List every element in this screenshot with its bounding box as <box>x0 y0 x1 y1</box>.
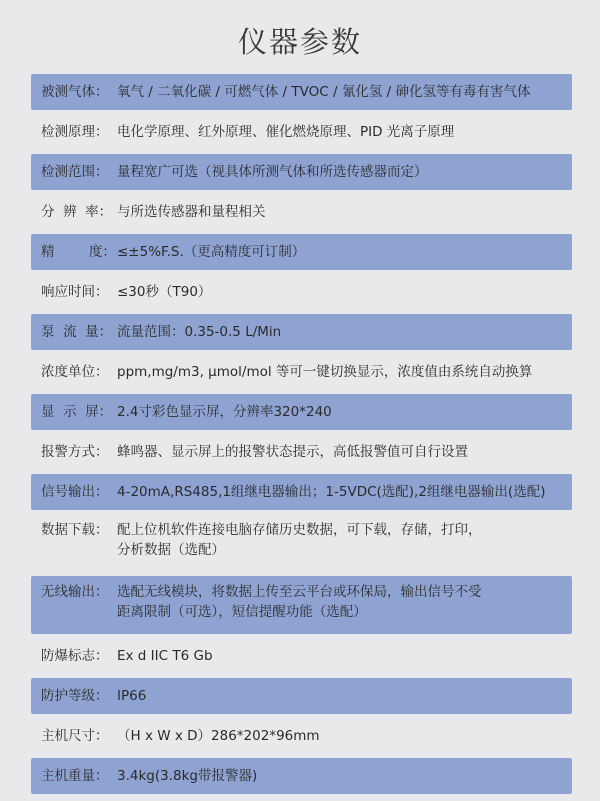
param-value: Ex d IIC T6 Gb <box>117 648 213 664</box>
param-row-response-time <box>31 274 572 310</box>
param-row-protection-level <box>31 678 572 714</box>
param-row-explosion-proof <box>31 638 572 674</box>
param-row-pump-flow <box>31 314 572 350</box>
param-value: 氧气 / 二氧化碳 / 可燃气体 / TVOC / 氰化氢 / 砷化氢等有毒有害气体 <box>117 84 531 100</box>
param-row-units <box>31 354 572 390</box>
param-value: 配上位机软件连接电脑存储历史数据，可下载，存储，打印， 分析数据（选配） <box>117 522 482 558</box>
param-row-display <box>31 394 572 430</box>
param-value: 选配无线模块，将数据上传至云平台或环保局，输出信号不受 距离限制（可选），短信提醒功能（选配） <box>117 584 482 620</box>
param-row-data-download <box>31 514 572 572</box>
param-label: 数据下载： <box>41 522 109 538</box>
param-row-signal-output <box>31 474 572 510</box>
param-label: 浓度单位： <box>41 364 109 380</box>
param-row-dimensions <box>31 718 572 754</box>
param-row-accuracy <box>31 234 572 270</box>
param-row-resolution <box>31 194 572 230</box>
param-value: ≤±5%F.S.（更高精度可订制） <box>117 244 306 260</box>
param-row-alarm <box>31 434 572 470</box>
param-label: 无线输出： <box>41 584 109 600</box>
param-row-target-gas <box>31 74 572 110</box>
param-label: 精 度： <box>41 244 116 260</box>
param-label: 被测气体： <box>41 84 109 100</box>
param-label: 主机重量： <box>41 768 109 784</box>
param-label: 泵 流 量： <box>41 324 113 340</box>
param-value: 蜂鸣器、显示屏上的报警状态提示，高低报警值可自行设置 <box>117 444 468 460</box>
param-label: 检测范围： <box>41 164 109 180</box>
param-row-range <box>31 154 572 190</box>
param-value: 电化学原理、红外原理、催化燃烧原理、PID 光离子原理 <box>117 124 455 140</box>
param-label: 分 辨 率： <box>41 204 113 220</box>
param-label: 信号输出： <box>41 484 109 500</box>
param-value: IP66 <box>117 688 147 704</box>
param-label: 防爆标志： <box>41 648 109 664</box>
param-value: 2.4寸彩色显示屏，分辨率320*240 <box>117 404 332 420</box>
param-label: 主机尺寸： <box>41 728 109 744</box>
param-value: ≤30秒（T90） <box>117 284 212 300</box>
param-row-weight <box>31 758 572 794</box>
param-label: 显 示 屏： <box>41 404 113 420</box>
param-value: 流量范围：0.35-0.5 L/Min <box>117 324 282 340</box>
param-value: 4-20mA,RS485,1组继电器输出；1-5VDC(选配),2组继电器输出(选配) <box>117 484 546 500</box>
page-title: 仪器参数 <box>237 25 362 59</box>
param-label: 防护等级： <box>41 688 109 704</box>
param-row-principle <box>31 114 572 150</box>
param-row-wireless <box>31 576 572 634</box>
param-value: ppm,mg/m3, μmol/mol 等可一键切换显示，浓度值由系统自动换算 <box>117 364 533 380</box>
param-value: 3.4kg(3.8kg带报警器) <box>117 768 258 784</box>
param-value: 与所选传感器和量程相关 <box>117 204 266 220</box>
param-label: 响应时间： <box>41 284 109 300</box>
param-label: 检测原理： <box>41 124 109 140</box>
param-value: 量程宽广可选（视具体所测气体和所选传感器而定） <box>117 164 428 180</box>
param-label: 报警方式： <box>41 444 109 460</box>
param-value: （H x W x D）286*202*96mm <box>117 728 320 744</box>
parameter-list <box>31 74 572 798</box>
